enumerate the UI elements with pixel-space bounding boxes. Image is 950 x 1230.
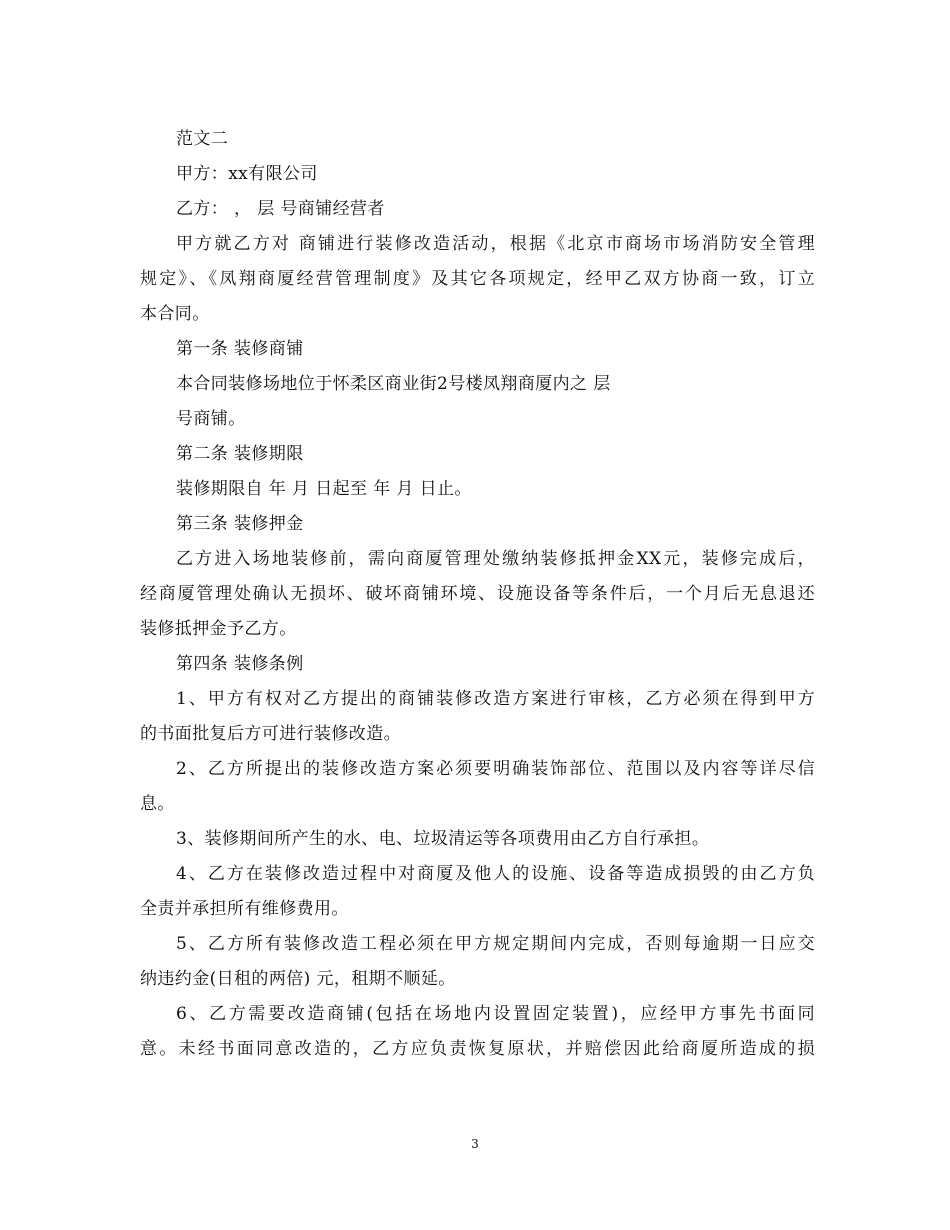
party-a-line: 甲方：xx有限公司 [176, 164, 318, 184]
clause-1-line: 1、甲方有权对乙方提出的商铺装修改造方案进行审核，乙方必须在得到甲方 [176, 689, 815, 709]
paragraph-line: 乙方进入场地装修前，需向商厦管理处缴纳装修抵押金XX元，装修完成后， [176, 549, 815, 569]
clause-2-line: 2、乙方所提出的装修改造方案必须要明确装饰部位、范围以及内容等详尽信 [176, 759, 815, 779]
heading-fanwen-er: 范文二 [176, 129, 229, 149]
paragraph-line: 号商铺。 [176, 409, 246, 429]
paragraph-line: 规定》、《凤翔商厦经营管理制度》及其它各项规定，经甲乙双方协商一致，订立 [140, 269, 815, 289]
paragraph-line: 装修抵押金予乙方。 [140, 619, 297, 639]
clause-2-line: 息。 [140, 794, 175, 814]
article-1-heading: 第一条 装修商铺 [176, 339, 304, 359]
clause-5-line: 纳违约金(日租的两倍) 元，租期不顺延。 [140, 969, 456, 989]
article-3-heading: 第三条 装修押金 [176, 514, 304, 534]
paragraph-line: 装修期限自 年 月 日起至 年 月 日止。 [176, 479, 472, 499]
page-number: 3 [471, 1137, 479, 1151]
paragraph-line: 本合同装修场地位于怀柔区商业街2号楼凤翔商厦内之 层 [176, 374, 611, 394]
clause-1-line: 的书面批复后方可进行装修改造。 [140, 724, 401, 744]
clause-4-line: 全责并承担所有维修费用。 [140, 899, 349, 919]
clause-4-line: 4、乙方在装修改造过程中对商厦及他人的设施、设备等造成损毁的由乙方负 [176, 864, 815, 884]
clause-6-line: 意。未经书面同意改造的，乙方应负责恢复原状，并赔偿因此给商厦所造成的损 [140, 1039, 815, 1059]
article-4-heading: 第四条 装修条例 [176, 654, 304, 674]
party-b-line: 乙方： ， 层 号商铺经营者 [176, 199, 385, 219]
clause-6-line: 6、乙方需要改造商铺(包括在场地内设置固定装置)，应经甲方事先书面同 [176, 1004, 815, 1024]
paragraph-line: 经商厦管理处确认无损坏、破坏商铺环境、设施设备等条件后，一个月后无息退还 [140, 584, 815, 604]
article-2-heading: 第二条 装修期限 [176, 444, 304, 464]
paragraph-line: 本合同。 [140, 304, 210, 324]
clause-3-line: 3、装修期间所产生的水、电、垃圾清运等各项费用由乙方自行承担。 [176, 829, 710, 849]
clause-5-line: 5、乙方所有装修改造工程必须在甲方规定期间内完成，否则每逾期一日应交 [176, 934, 815, 954]
document-body [140, 122, 815, 1067]
paragraph-line: 甲方就乙方对 商铺进行装修改造活动，根据《北京市商场市场消防安全管理 [176, 234, 815, 254]
